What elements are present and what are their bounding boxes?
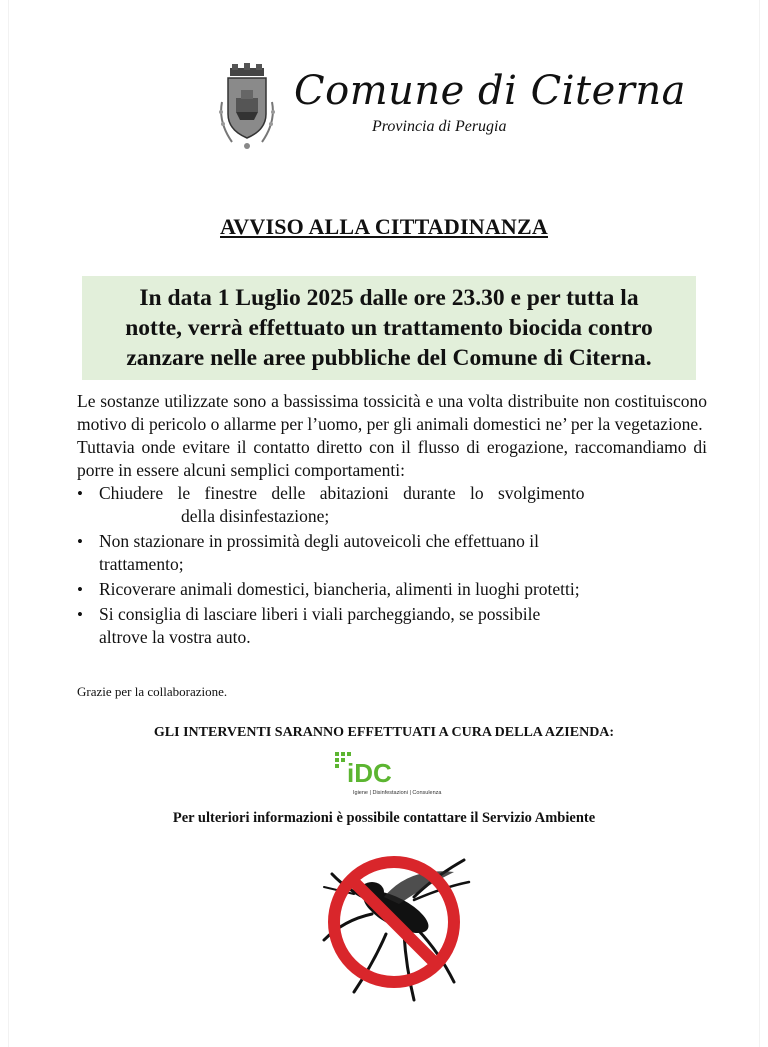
notice-page: [9, 0, 759, 1047]
list-item: [77, 482, 707, 528]
list-item-text: Chiudere le finestre delle abitazioni durante lo svolgimento: [99, 483, 585, 503]
list-item-text: trattamento;: [99, 554, 184, 574]
bullet-icon: •: [77, 605, 83, 624]
treatment-announcement: [82, 276, 696, 380]
recommendation-paragraph: Tuttavia onde evitare il contatto diretto con il flusso di erogazione, raccomandiamo di porre in essere alcuni semplici comportamenti:: [77, 437, 707, 480]
announcement-line: In data 1 Luglio 2025 dalle ore 23.30 e per tutta la: [139, 285, 639, 311]
company-heading: GLI INTERVENTI SARANNO EFFETTUATI A CURA DELLA AZIENDA:: [153, 725, 615, 740]
bullet-icon: •: [77, 484, 83, 503]
list-item: [77, 603, 707, 649]
list-item: [77, 578, 707, 601]
list-item-text: altrove la vostra auto.: [99, 627, 251, 647]
province-subtitle: Provincia di Perugia: [372, 118, 507, 135]
no-mosquito-icon: [314, 842, 474, 1002]
list-item-text: della disinfestazione;: [181, 506, 330, 526]
logo-tagline: Igiene | Disinfestazioni | Consulenza: [353, 790, 442, 796]
notice-body: [77, 390, 707, 651]
list-item-text: Si consiglia di lasciare liberi i viali parcheggiando, se possibile: [99, 604, 541, 624]
municipality-title: Comune di Citerna: [294, 68, 687, 114]
announcement-line: zanzare nelle aree pubbliche del Comune di Citerna.: [126, 345, 652, 371]
list-item-text: Non stazionare in prossimità degli autoveicoli che effettuano il: [99, 531, 539, 551]
notice-title: AVVISO ALLA CITTADINANZA: [220, 214, 548, 239]
contact-info: Per ulteriori informazioni è possibile contattare il Servizio Ambiente: [172, 810, 596, 826]
list-item-text: Ricoverare animali domestici, biancheria, alimenti in luoghi protetti;: [99, 579, 580, 599]
bullet-icon: •: [77, 532, 83, 551]
safety-paragraph: Le sostanze utilizzate sono a bassissima tossicità e una volta distribuite non costituiscono motivo di pericolo o allarme per l’uomo, per gli animali domestici ne’ per la vegetazione.: [77, 391, 707, 434]
announcement-line: notte, verrà effettuato un trattamento biocida contro: [125, 315, 653, 341]
recommendations-list: [77, 482, 707, 649]
municipality-header: [214, 62, 687, 157]
logo-wordmark: iDC: [347, 758, 392, 788]
idc-company-logo: [333, 748, 443, 798]
bullet-icon: •: [77, 580, 83, 599]
list-item: [77, 530, 707, 576]
thanks-text: Grazie per la collaborazione.: [77, 684, 228, 699]
coat-of-arms-icon: [214, 62, 280, 152]
